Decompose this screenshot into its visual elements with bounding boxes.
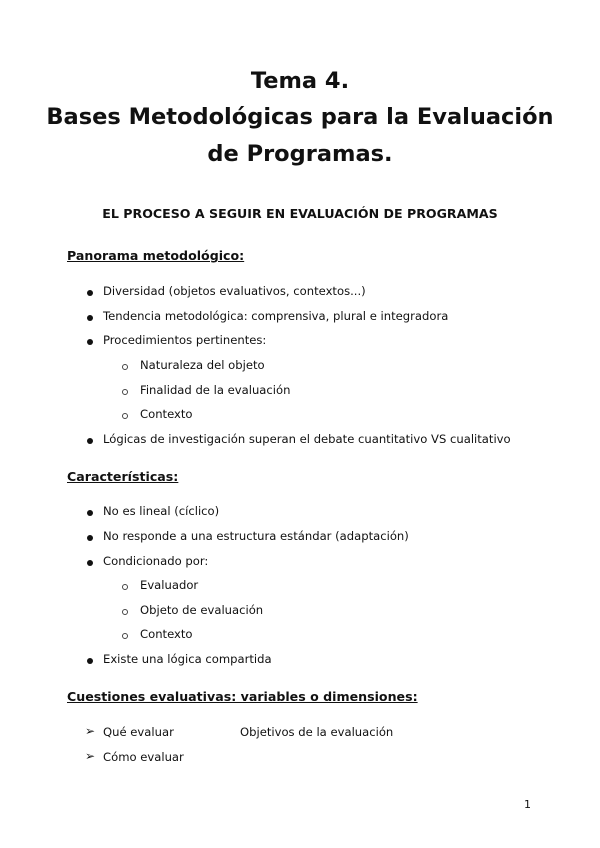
- bullet-icon: [87, 535, 93, 541]
- title-line-1: Tema 4.: [250, 68, 350, 94]
- arrow-bullet-icon: ➢: [85, 749, 96, 763]
- heading-panorama: Panorama metodológico:: [67, 248, 245, 263]
- arrow-bullet-icon: ➢: [85, 724, 96, 738]
- circle-bullet-icon: [122, 389, 128, 395]
- sub-list-item: Contexto: [140, 627, 193, 641]
- heading-caracteristicas: Características:: [67, 469, 179, 484]
- bullet-icon: [87, 658, 93, 664]
- title-line-3: de Programas.: [207, 141, 393, 167]
- bullet-icon: [87, 510, 93, 516]
- heading-cuestiones: Cuestiones evaluativas: variables o dimensiones:: [67, 689, 418, 704]
- list-item: Tendencia metodológica: comprensiva, plural e integradora: [103, 309, 449, 323]
- list-item-value: Objetivos de la evaluación: [240, 725, 394, 739]
- circle-bullet-icon: [122, 364, 128, 370]
- circle-bullet-icon: [122, 609, 128, 615]
- list-item: No responde a una estructura estándar (adaptación): [103, 529, 409, 543]
- bullet-icon: [87, 560, 93, 566]
- list-item: No es lineal (cíclico): [103, 504, 220, 518]
- bullet-icon: [87, 315, 93, 321]
- list-item: Condicionado por:: [103, 554, 209, 568]
- list-item: Existe una lógica compartida: [103, 652, 272, 666]
- circle-bullet-icon: [122, 633, 128, 639]
- circle-bullet-icon: [122, 413, 128, 419]
- circle-bullet-icon: [122, 584, 128, 590]
- list-item: Procedimientos pertinentes:: [103, 333, 267, 347]
- sub-list-item: Evaluador: [140, 578, 199, 592]
- list-item: Qué evaluar: [103, 725, 174, 739]
- sub-list-item: Naturaleza del objeto: [140, 358, 265, 372]
- list-item: Diversidad (objetos evaluativos, contextos...): [103, 284, 366, 298]
- bullet-icon: [87, 339, 93, 345]
- bullet-icon: [87, 290, 93, 296]
- list-item: Cómo evaluar: [103, 750, 184, 764]
- title-line-2: Bases Metodológicas para la Evaluación: [46, 104, 554, 130]
- page-number: 1: [524, 798, 531, 811]
- bullet-icon: [87, 438, 93, 444]
- section-subtitle: EL PROCESO A SEGUIR EN EVALUACIÓN DE PROGRAMAS: [102, 206, 498, 221]
- sub-list-item: Objeto de evaluación: [140, 603, 264, 617]
- sub-list-item: Contexto: [140, 407, 193, 421]
- list-item: Lógicas de investigación superan el debate cuantitativo VS cualitativo: [103, 432, 511, 446]
- sub-list-item: Finalidad de la evaluación: [140, 383, 291, 397]
